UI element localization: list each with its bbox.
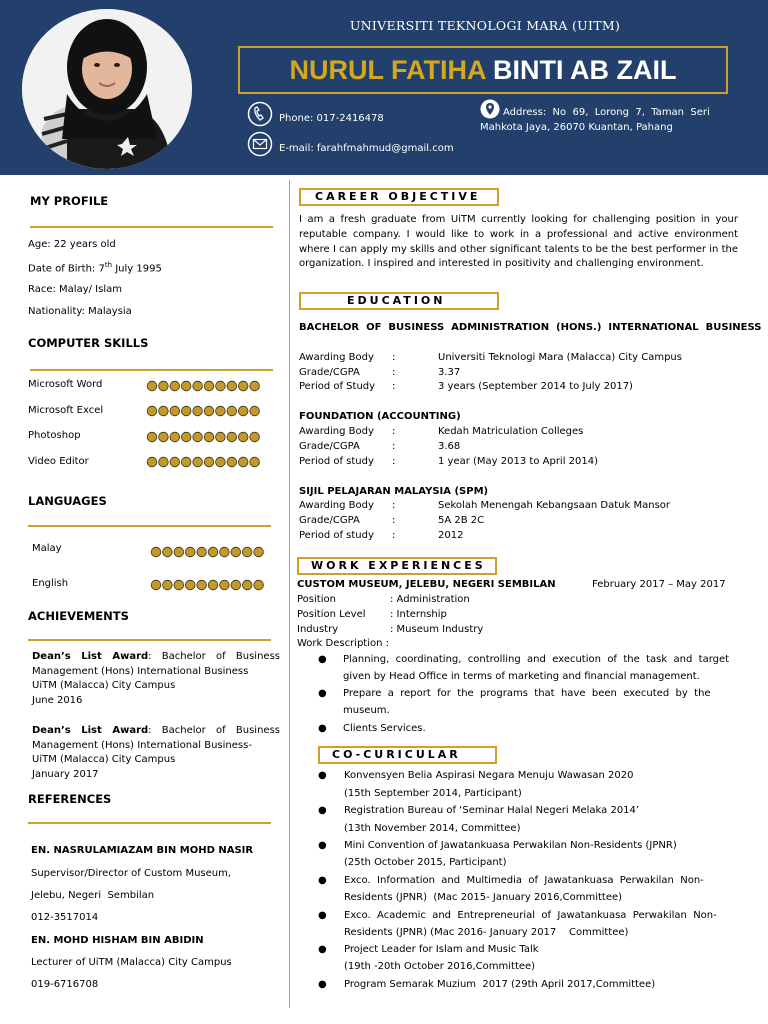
cocurricular-line: Residents (JPNR) (Mac 2016- January 2017 Committee) bbox=[344, 927, 629, 938]
rating-dot bbox=[238, 457, 248, 467]
reference-location: Jelebu, Negeri Sembilan bbox=[31, 890, 155, 901]
edu-label: Grade/CGPA bbox=[299, 515, 360, 526]
edu-colon: : bbox=[392, 515, 396, 526]
race-text: Race: Malay/ Islam bbox=[28, 284, 122, 295]
rating-dot bbox=[151, 547, 161, 557]
edu-value: 3.37 bbox=[438, 367, 461, 378]
cocurricular-line: Residents (JPNR) (Mac 2015- January 2016,Committee) bbox=[344, 892, 623, 903]
rating-dot bbox=[147, 381, 157, 391]
achievements-divider bbox=[28, 639, 271, 641]
rating-dot bbox=[250, 406, 260, 416]
work-value: : Internship bbox=[390, 609, 447, 620]
rating-dot bbox=[227, 381, 237, 391]
rating-dot bbox=[204, 381, 214, 391]
rating-dot bbox=[204, 432, 214, 442]
rating-dot bbox=[170, 381, 180, 391]
cocurricular-line: Exco. Academic and Entrepreneurial of Jawatankuasa Perwakilan Non- bbox=[344, 910, 717, 921]
reference-phone: 019-6716708 bbox=[31, 979, 99, 990]
language-rating bbox=[150, 546, 268, 558]
work-value: : Administration bbox=[390, 594, 470, 605]
rating-dot bbox=[193, 381, 203, 391]
work-experiences-heading: WORK EXPERIENCES bbox=[297, 557, 497, 575]
full-name-box bbox=[238, 46, 728, 94]
rating-dot bbox=[216, 406, 226, 416]
rating-dot bbox=[197, 580, 207, 590]
edu-label: Awarding Body bbox=[299, 500, 374, 511]
languages-divider bbox=[28, 525, 271, 527]
phone-icon bbox=[247, 101, 273, 127]
edu-colon: : bbox=[392, 426, 396, 437]
cocurricular-line: Program Semarak Muzium 2017 (29th April 2017,Committee) bbox=[344, 979, 656, 990]
portrait-image bbox=[22, 9, 192, 169]
cocurricular-line: (25th October 2015, Participant) bbox=[344, 857, 507, 868]
rating-dot bbox=[181, 381, 191, 391]
education-heading: EDUCATION bbox=[299, 292, 499, 310]
edu-label: Grade/CGPA bbox=[299, 441, 360, 452]
work-value: : Museum Industry bbox=[390, 624, 484, 635]
rating-dot bbox=[250, 457, 260, 467]
reference-name: EN. MOHD HISHAM BIN ABIDIN bbox=[31, 935, 204, 946]
rating-dot bbox=[159, 432, 169, 442]
languages-heading: LANGUAGES bbox=[28, 494, 107, 508]
rating-dot bbox=[220, 580, 230, 590]
rating-dot bbox=[238, 381, 248, 391]
rating-dot bbox=[216, 381, 226, 391]
edu-label: Period of study bbox=[299, 456, 374, 467]
rating-dot bbox=[170, 432, 180, 442]
rating-dot bbox=[238, 406, 248, 416]
skill-rating bbox=[146, 431, 264, 443]
email-text: E-mail: farahfmahmud@gmail.com bbox=[279, 143, 454, 154]
language-label: English bbox=[32, 578, 69, 589]
rating-dot bbox=[181, 457, 191, 467]
reference-title: Supervisor/Director of Custom Museum, bbox=[31, 868, 232, 879]
rating-dot bbox=[185, 547, 195, 557]
name-first: NURUL FATIHA bbox=[289, 55, 486, 85]
edu-value: Universiti Teknologi Mara (Malacca) City Campus bbox=[438, 352, 682, 363]
work-dates: February 2017 – May 2017 bbox=[592, 579, 726, 590]
rating-dot bbox=[231, 580, 241, 590]
skill-label: Microsoft Word bbox=[28, 379, 103, 390]
cocurricular-line: Mini Convention of Jawatankuasa Perwakilan Non-Residents (JPNR) bbox=[344, 840, 677, 851]
rating-dot bbox=[185, 580, 195, 590]
bullet-icon: ● bbox=[318, 944, 327, 955]
rating-dot bbox=[242, 580, 252, 590]
rating-dot bbox=[159, 457, 169, 467]
edu-colon: : bbox=[392, 381, 396, 392]
career-objective-text: I am a fresh graduate from UiTM currently looking for challenging position in your reputable company. I would like to work in a professional and active environment where I can apply my skills and other significant talents to be the best performer in the organization. I inspired and interested in positivity and challenging environment. bbox=[299, 214, 738, 270]
cocurricular-line: Registration Bureau of ‘Seminar Halal Negeri Melaka 2014’ bbox=[344, 805, 640, 816]
rating-dot bbox=[193, 432, 203, 442]
rating-dot bbox=[216, 432, 226, 442]
edu-value: 3.68 bbox=[438, 441, 461, 452]
edu-value: 1 year (May 2013 to April 2014) bbox=[438, 456, 599, 467]
duty-line: museum. bbox=[343, 705, 390, 716]
bullet-icon: ● bbox=[318, 875, 327, 886]
skills-divider bbox=[30, 369, 273, 371]
rating-dot bbox=[174, 580, 184, 590]
rating-dot bbox=[220, 547, 230, 557]
edu-label: Period of Study bbox=[299, 381, 376, 392]
bullet-icon: ● bbox=[318, 723, 327, 734]
profile-divider bbox=[30, 226, 273, 228]
bullet-icon: ● bbox=[318, 840, 327, 851]
rating-dot bbox=[197, 547, 207, 557]
edu-label: Period of study bbox=[299, 530, 374, 541]
rating-dot bbox=[147, 432, 157, 442]
bullet-icon: ● bbox=[318, 688, 327, 699]
profile-photo bbox=[22, 9, 192, 169]
bullet-icon: ● bbox=[318, 979, 327, 990]
age-text: Age: 22 years old bbox=[28, 239, 116, 250]
location-pin-icon bbox=[480, 99, 500, 119]
rating-dot bbox=[163, 580, 173, 590]
skill-rating bbox=[146, 456, 264, 468]
rating-dot bbox=[170, 457, 180, 467]
work-company: CUSTOM MUSEUM, JELEBU, NEGERI SEMBILAN bbox=[297, 579, 556, 590]
edu-label: Grade/CGPA bbox=[299, 367, 360, 378]
address-line-2: Mahkota Jaya, 26070 Kuantan, Pahang bbox=[480, 122, 673, 133]
edu-value: 5A 2B 2C bbox=[438, 515, 485, 526]
skill-rating bbox=[146, 380, 264, 392]
rating-dot bbox=[204, 457, 214, 467]
email-icon bbox=[247, 131, 273, 157]
header-banner bbox=[0, 0, 768, 175]
achievement-item: Dean’s List Award: Bachelor of Business Management (Hons) International Business UiTM (Malacca) City Campus June 2016 bbox=[32, 651, 280, 707]
cocurricular-line: Exco. Information and Multimedia of Jawatankuasa Perwakilan Non- bbox=[344, 875, 704, 886]
column-divider bbox=[289, 180, 290, 1008]
edu-colon: : bbox=[392, 352, 396, 363]
bullet-icon: ● bbox=[318, 805, 327, 816]
education-degree-heading: FOUNDATION (ACCOUNTING) bbox=[299, 411, 461, 422]
edu-value: Sekolah Menengah Kebangsaan Datuk Mansor bbox=[438, 500, 671, 511]
edu-value: Kedah Matriculation Colleges bbox=[438, 426, 584, 437]
rating-dot bbox=[151, 580, 161, 590]
cocurricular-line: (19th -20th October 2016,Committee) bbox=[344, 961, 536, 972]
rating-dot bbox=[227, 432, 237, 442]
address-line-1: Address: No 69, Lorong 7, Taman Seri bbox=[503, 107, 710, 118]
edu-colon: : bbox=[392, 367, 396, 378]
career-objective-heading: CAREER OBJECTIVE bbox=[299, 188, 499, 206]
rating-dot bbox=[147, 406, 157, 416]
achievements-heading: ACHIEVEMENTS bbox=[28, 609, 129, 623]
rating-dot bbox=[181, 432, 191, 442]
bullet-icon: ● bbox=[318, 910, 327, 921]
duty-line: given by Head Office in terms of marketing and financial management. bbox=[343, 671, 700, 682]
duty-line: Planning, coordinating, controlling and execution of the task and target bbox=[343, 654, 730, 665]
reference-phone: 012-3517014 bbox=[31, 912, 99, 923]
skill-label: Microsoft Excel bbox=[28, 405, 104, 416]
my-profile-heading: MY PROFILE bbox=[30, 194, 109, 208]
language-label: Malay bbox=[32, 543, 62, 554]
rating-dot bbox=[147, 457, 157, 467]
edu-colon: : bbox=[392, 530, 396, 541]
rating-dot bbox=[159, 381, 169, 391]
work-desc-label: Work Description : bbox=[297, 638, 390, 649]
dob-text: Date of Birth: 7th July 1995 bbox=[28, 261, 162, 275]
rating-dot bbox=[174, 547, 184, 557]
duty-line: Prepare a report for the programs that have been executed by the bbox=[343, 688, 711, 699]
rating-dot bbox=[216, 457, 226, 467]
rating-dot bbox=[254, 547, 264, 557]
skill-rating bbox=[146, 405, 264, 417]
bullet-icon: ● bbox=[318, 770, 327, 781]
references-divider bbox=[28, 822, 271, 824]
education-degree-heading: SIJIL PELAJARAN MALAYSIA (SPM) bbox=[299, 486, 489, 497]
education-degree-heading: BACHELOR OF BUSINESS ADMINISTRATION (HONS.) INTERNATIONAL BUSINESS bbox=[299, 322, 762, 333]
rating-dot bbox=[193, 457, 203, 467]
computer-skills-heading: COMPUTER SKILLS bbox=[28, 336, 149, 350]
rating-dot bbox=[254, 580, 264, 590]
skill-label: Video Editor bbox=[28, 456, 89, 467]
cocurricular-line: (13th November 2014, Committee) bbox=[344, 823, 521, 834]
edu-value: 3 years (September 2014 to July 2017) bbox=[438, 381, 633, 392]
reference-title: Lecturer of UiTM (Malacca) City Campus bbox=[31, 957, 232, 968]
rating-dot bbox=[250, 381, 260, 391]
edu-colon: : bbox=[392, 456, 396, 467]
rating-dot bbox=[238, 432, 248, 442]
cocurricular-line: (15th September 2014, Participant) bbox=[344, 788, 522, 799]
language-rating bbox=[150, 579, 268, 591]
work-label: Position bbox=[297, 594, 336, 605]
name-last: BINTI AB ZAIL bbox=[493, 55, 677, 85]
rating-dot bbox=[231, 547, 241, 557]
university-title: UNIVERSITI TEKNOLOGI MARA (UITM) bbox=[349, 18, 621, 33]
edu-colon: : bbox=[392, 500, 396, 511]
rating-dot bbox=[193, 406, 203, 416]
skill-label: Photoshop bbox=[28, 430, 81, 441]
cocurricular-line: Project Leader for Islam and Music Talk bbox=[344, 944, 539, 955]
phone-text: Phone: 017-2416478 bbox=[279, 113, 384, 124]
rating-dot bbox=[242, 547, 252, 557]
rating-dot bbox=[250, 432, 260, 442]
work-label: Industry bbox=[297, 624, 339, 635]
achievement-item: Dean’s List Award: Bachelor of Business Management (Hons) International Business- UiTM (Malacca) City Campus January 2017 bbox=[32, 725, 280, 781]
references-heading: REFERENCES bbox=[28, 792, 112, 806]
edu-value: 2012 bbox=[438, 530, 464, 541]
cocurricular-heading: CO-CURICULAR bbox=[318, 746, 497, 764]
edu-label: Awarding Body bbox=[299, 426, 374, 437]
duty-line: Clients Services. bbox=[343, 723, 426, 734]
rating-dot bbox=[208, 547, 218, 557]
rating-dot bbox=[163, 547, 173, 557]
rating-dot bbox=[170, 406, 180, 416]
rating-dot bbox=[181, 406, 191, 416]
rating-dot bbox=[227, 457, 237, 467]
cocurricular-line: Konvensyen Belia Aspirasi Negara Menuju Wawasan 2020 bbox=[344, 770, 634, 781]
rating-dot bbox=[159, 406, 169, 416]
rating-dot bbox=[204, 406, 214, 416]
nationality-text: Nationality: Malaysia bbox=[28, 306, 132, 317]
edu-label: Awarding Body bbox=[299, 352, 374, 363]
rating-dot bbox=[208, 580, 218, 590]
rating-dot bbox=[227, 406, 237, 416]
reference-name: EN. NASRULAMIAZAM BIN MOHD NASIR bbox=[31, 845, 254, 856]
edu-colon: : bbox=[392, 441, 396, 452]
bullet-icon: ● bbox=[318, 654, 327, 665]
work-label: Position Level bbox=[297, 609, 366, 620]
